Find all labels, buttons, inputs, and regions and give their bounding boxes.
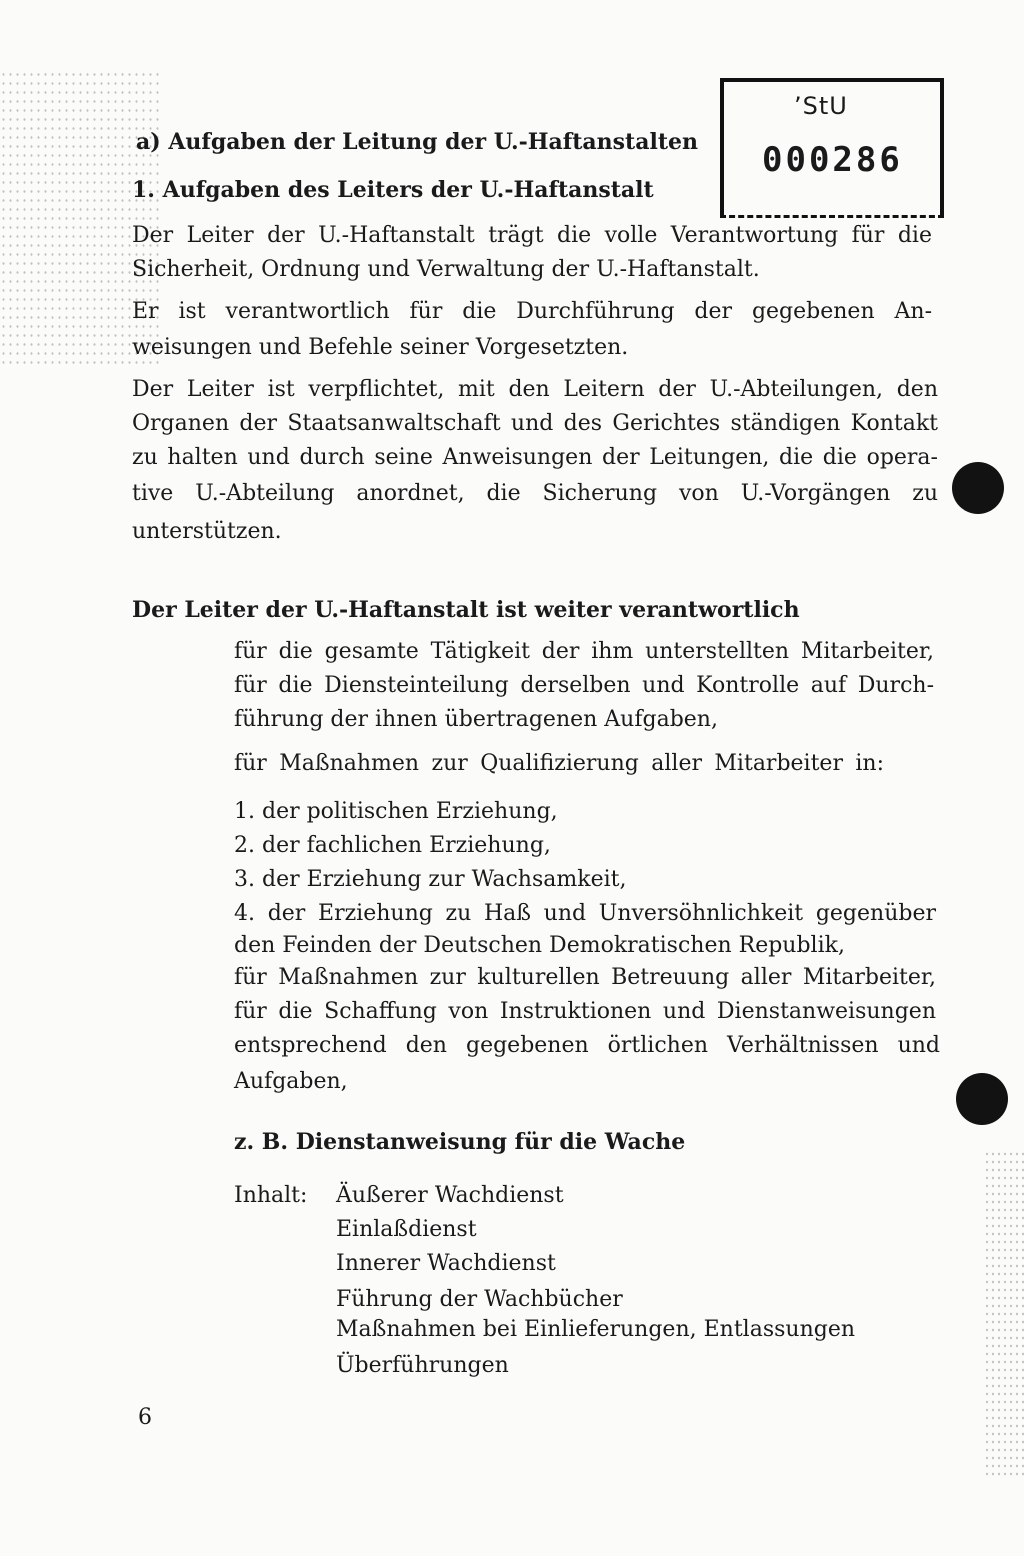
responsibility-line: für die gesamte Tätigkeit der ihm unterstellten Mitarbeiter, <box>234 639 934 664</box>
content-item: Maßnahmen bei Einlieferungen, Entlassungen <box>336 1317 856 1342</box>
heading-section-a: a) Aufgaben der Leitung der U.-Haftanstalten <box>136 129 698 155</box>
content-item: Überführungen <box>336 1353 509 1378</box>
heading-section-1: 1. Aufgaben des Leiters der U.-Haftanstalt <box>132 177 654 203</box>
responsibility-heading: Der Leiter der U.-Haftanstalt ist weiter verantwortlich <box>132 597 800 623</box>
stamp-number: 000286 <box>762 140 903 180</box>
responsibility-line: für die Diensteinteilung derselben und Kontrolle auf Durch- <box>234 673 934 698</box>
paragraph-line: Der Leiter der U.-Haftanstalt trägt die volle Verantwortung für die <box>132 223 932 248</box>
list-item: 2. der fachlichen Erziehung, <box>234 833 551 858</box>
paragraph-line: tive U.-Abteilung anordnet, die Sicherung von U.-Vorgängen zu <box>132 481 938 506</box>
content-item: Innerer Wachdienst <box>336 1251 556 1276</box>
paragraph-line: Er ist verantwortlich für die Durchführung der gegebenen An- <box>132 299 932 324</box>
paragraph-line: Der Leiter ist verpflichtet, mit den Leitern der U.-Abteilungen, den <box>132 377 938 402</box>
list-item: 3. der Erziehung zur Wachsamkeit, <box>234 867 627 892</box>
content-item: Führung der Wachbücher <box>336 1287 623 1312</box>
content-label: Inhalt: <box>234 1183 308 1208</box>
content-item: Einlaßdienst <box>336 1217 477 1242</box>
punch-hole-lower <box>956 1073 1008 1125</box>
stamp-label: ’StU <box>794 92 848 120</box>
responsibility-line: für die Schaffung von Instruktionen und Dienstanweisungen <box>234 999 936 1024</box>
responsibility-line: entsprechend den gegebenen örtlichen Verhältnissen und <box>234 1033 940 1058</box>
archive-stamp <box>720 78 944 218</box>
example-heading: z. B. Dienstanweisung für die Wache <box>234 1129 686 1155</box>
scan-noise-right <box>984 1150 1024 1480</box>
paragraph-line: Organen der Staatsanwaltschaft und des Gerichtes ständigen Kontakt <box>132 411 938 436</box>
paragraph-line: Sicherheit, Ordnung und Verwaltung der U.-Haftanstalt. <box>132 257 760 282</box>
paragraph-line: unterstützen. <box>132 519 282 544</box>
list-item: 4. der Erziehung zu Haß und Unversöhnlichkeit gegenüber <box>234 901 936 926</box>
paragraph-line: weisungen und Befehle seiner Vorgesetzten. <box>132 335 629 360</box>
list-item: 1. der politischen Erziehung, <box>234 799 558 824</box>
responsibility-line: führung der ihnen übertragenen Aufgaben, <box>234 707 718 732</box>
responsibility-line: Aufgaben, <box>234 1069 348 1094</box>
paragraph-line: zu halten und durch seine Anweisungen der Leitungen, die die opera- <box>132 445 938 470</box>
punch-hole-upper <box>952 462 1004 514</box>
responsibility-line: für Maßnahmen zur kulturellen Betreuung aller Mitarbeiter, <box>234 965 936 990</box>
content-item: Äußerer Wachdienst <box>336 1183 564 1208</box>
page-number: 6 <box>138 1405 152 1430</box>
responsibility-line: den Feinden der Deutschen Demokratischen Republik, <box>234 933 845 958</box>
qualification-intro: für Maßnahmen zur Qualifizierung aller Mitarbeiter in: <box>234 751 884 776</box>
